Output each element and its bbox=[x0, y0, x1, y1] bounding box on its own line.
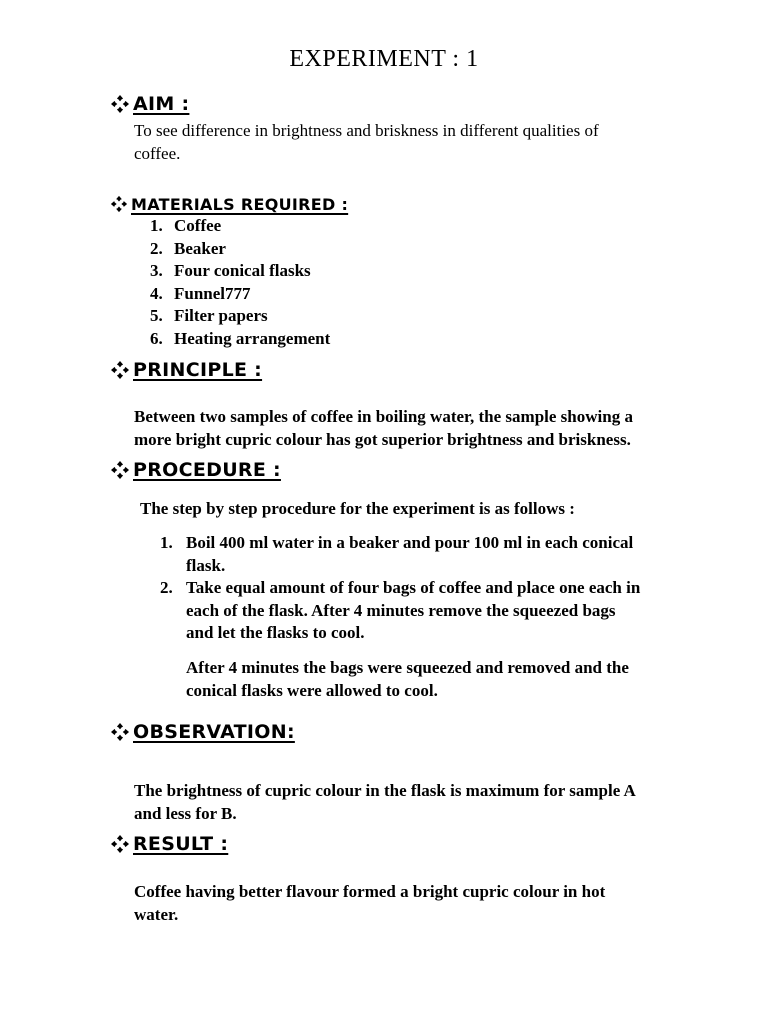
result-heading-text: RESULT : bbox=[133, 833, 229, 855]
list-item bbox=[150, 305, 330, 328]
procedure-heading bbox=[110, 458, 281, 482]
procedure-intro-line: The step by step procedure for the experiment is as follows : bbox=[140, 499, 575, 518]
aim-heading-text: AIM : bbox=[133, 93, 190, 115]
principle-line: more bright cupric colour has got superior brightness and briskness. bbox=[134, 429, 631, 449]
list-item bbox=[150, 215, 330, 238]
procedure-note-line: conical flasks were allowed to cool. bbox=[186, 680, 438, 700]
list-number: 2. bbox=[150, 238, 163, 258]
observation-line: and less for B. bbox=[134, 803, 237, 823]
step-line: flask. bbox=[186, 555, 226, 575]
observation-heading bbox=[110, 720, 295, 744]
diamond-bullet-icon bbox=[110, 94, 130, 114]
principle-line: Between two samples of coffee in boiling water, the sample showing a bbox=[134, 407, 633, 426]
aim-line: To see difference in brightness and briskness in different qualities of bbox=[134, 121, 599, 140]
list-text: Filter papers bbox=[174, 306, 268, 326]
diamond-bullet-icon bbox=[110, 460, 130, 480]
list-text: Beaker bbox=[174, 238, 226, 258]
materials-heading-text: MATERIALS REQUIRED : bbox=[131, 194, 349, 214]
result-line: water. bbox=[134, 904, 179, 924]
principle-heading bbox=[110, 358, 262, 382]
page-title: EXPERIMENT : 1 bbox=[289, 46, 479, 72]
step-number: 1. bbox=[160, 533, 173, 552]
principle-heading-text: PRINCIPLE : bbox=[133, 359, 263, 381]
diamond-bullet-icon bbox=[110, 360, 130, 380]
step-line: Boil 400 ml water in a beaker and pour 100 ml in each conical bbox=[186, 533, 634, 552]
observation-line: The brightness of cupric colour in the flask is maximum for sample A bbox=[134, 781, 636, 800]
list-number: 3. bbox=[150, 261, 163, 281]
list-number: 5. bbox=[150, 306, 163, 326]
list-text: Heating arrangement bbox=[174, 328, 331, 348]
procedure-heading-text: PROCEDURE : bbox=[133, 459, 281, 481]
aim-line: coffee. bbox=[134, 143, 181, 163]
procedure-note bbox=[186, 657, 746, 702]
step-number: 2. bbox=[160, 578, 173, 597]
list-item bbox=[150, 238, 330, 261]
list-text: Four conical flasks bbox=[174, 261, 311, 281]
result-heading bbox=[110, 832, 228, 856]
procedure-steps bbox=[160, 532, 700, 645]
step-line: each of the flask. After 4 minutes remove the squeezed bags bbox=[186, 600, 616, 620]
aim-heading bbox=[110, 92, 189, 116]
list-text: Coffee bbox=[174, 216, 222, 235]
result-line: Coffee having better flavour formed a bright cupric colour in hot bbox=[134, 882, 606, 901]
procedure-step bbox=[160, 577, 700, 645]
list-item bbox=[150, 328, 330, 351]
materials-heading bbox=[110, 192, 348, 216]
observation-text bbox=[134, 780, 694, 825]
materials-list bbox=[150, 215, 330, 351]
procedure-intro bbox=[140, 498, 700, 521]
procedure-step bbox=[160, 532, 700, 577]
principle-text bbox=[134, 406, 694, 451]
step-line: Take equal amount of four bags of coffee and place one each in bbox=[186, 578, 641, 597]
diamond-bullet-icon bbox=[110, 195, 128, 213]
diamond-bullet-icon bbox=[110, 834, 130, 854]
list-item bbox=[150, 260, 330, 283]
list-number: 6. bbox=[150, 328, 163, 348]
list-item bbox=[150, 283, 330, 306]
diamond-bullet-icon bbox=[110, 722, 130, 742]
list-number: 1. bbox=[150, 216, 163, 235]
step-line: and let the flasks to cool. bbox=[186, 623, 365, 642]
list-text: Funnel777 bbox=[174, 283, 251, 303]
procedure-note-line: After 4 minutes the bags were squeezed and removed and the bbox=[186, 658, 629, 677]
list-number: 4. bbox=[150, 283, 163, 303]
observation-heading-text: OBSERVATION: bbox=[133, 721, 295, 743]
result-text bbox=[134, 881, 694, 926]
aim-text bbox=[134, 120, 694, 165]
